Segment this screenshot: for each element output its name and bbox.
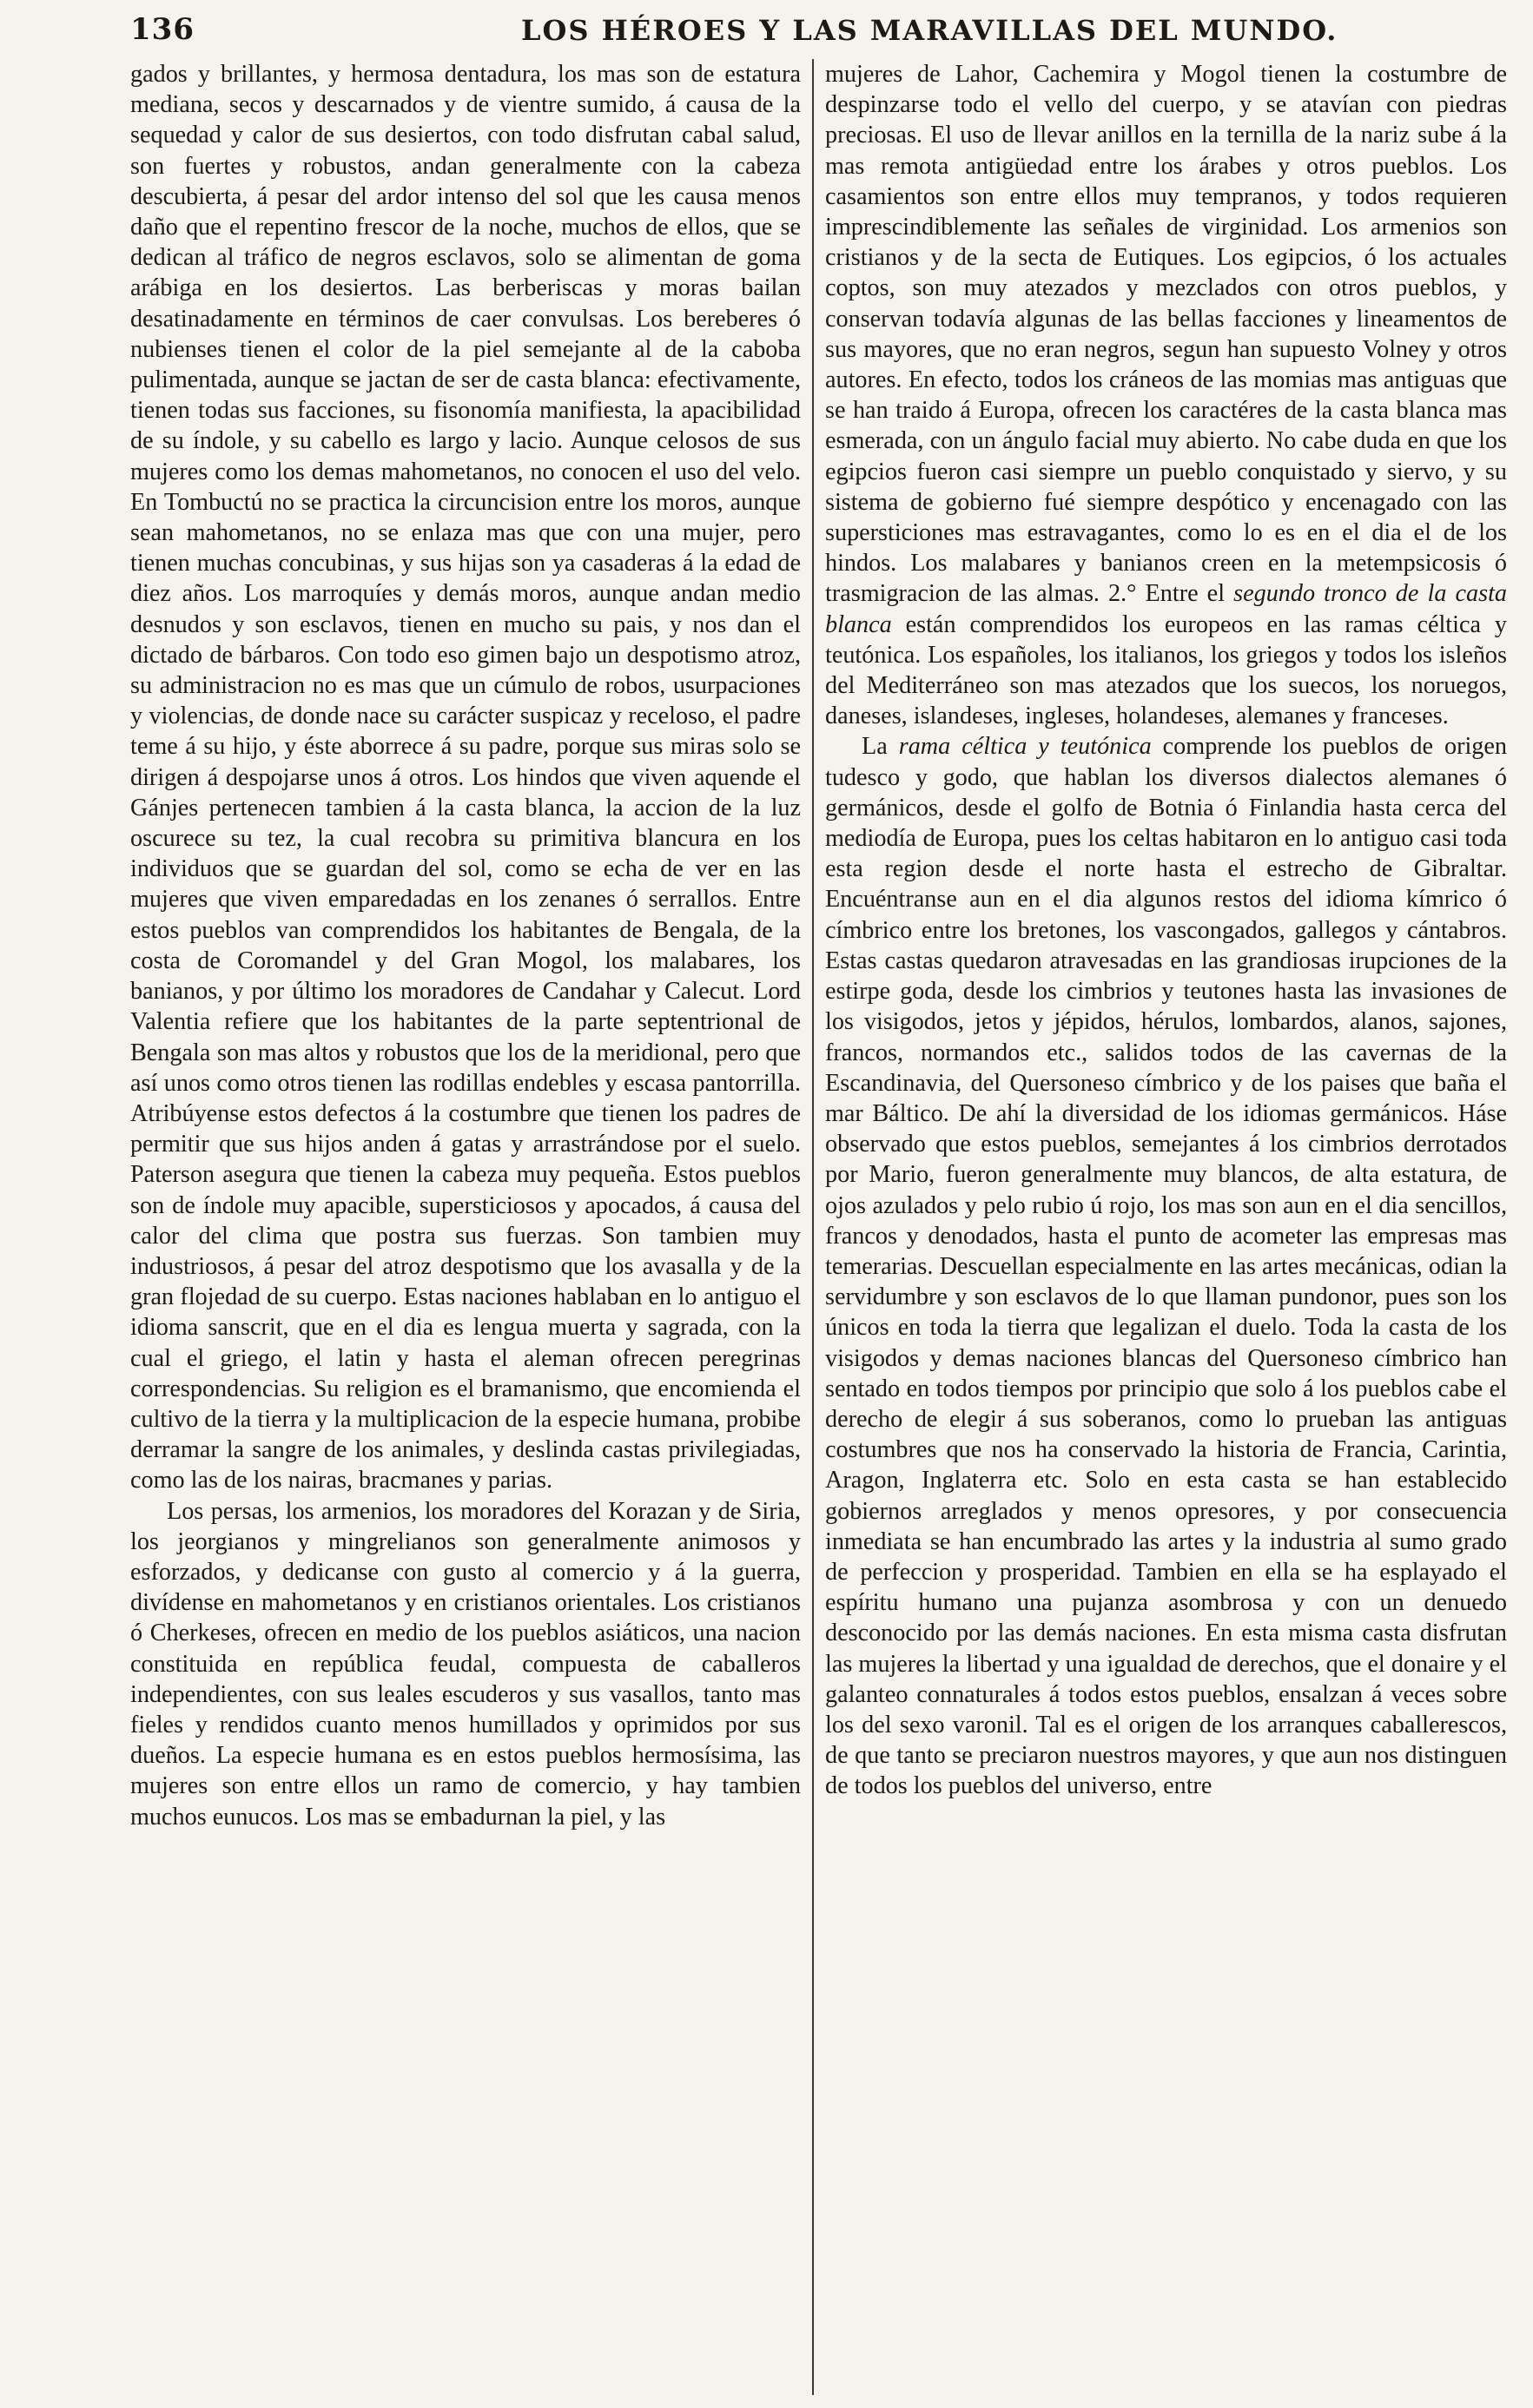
right-paragraph-2-start: La [862,733,888,761]
right-paragraph-2-text: comprende los pueblos de origen tudesco y godo, que hablan los diversos dialectos alemanes ó germánicos, desde el golfo de Botnia ó Finlandia hasta cerca del mediodía de Europa, pues los celtas habitaron en lo antiguo casi toda esta region desde el norte hasta el estrecho de Gibraltar. Encuéntranse aun en el dia algunos restos del idioma kímrico ó címbrico entre los bretones, los vascongados, gallegos y cántabros. Estas castas quedaron atravesadas en las grandiosas irupciones de la estirpe goda, desde los cimbrios y teutones hasta las invasiones de los visigodos, jetos y jépidos, hérulos, lombardos, alanos, sajones, francos, normandos etc., salidos todos de las cavernas de la Escandinavia, del Quersoneso címbrico y de los paises que baña el mar Báltico. De ahí la diversidad de los idiomas germánicos. Háse observado que estos pueblos, semejantes á los cimbrios derrotados por Mario, fueron generalmente muy blancos, de alta estatura, de ojos azulados y pelo rubio ú rojo, los mas son aun en el dia sencillos, francos y denodados, hasta el punto de acometer las empresas mas temerarias. Descuellan especialmente en las artes mecánicas, odian la servidumbre y son esclavos de lo que llaman pundonor, pues son los únicos en toda la tierra que legalizan el duelo. Toda la casta de los visigodos y demas naciones blancas del Quersoneso címbrico han sentado en todos tiempos por principio que solo á los pueblos cabe el derecho de elegir á sus soberanos, como lo prueban las antiguas costumbres que nos ha conservado la historia de Francia, Carintia, Aragon, Inglaterra etc. Solo en esta casta se han establecido gobiernos arreglados y menos opresores, y por consecuencia inmediata se han encumbrado las artes y la industria al sumo grado de perfeccion y prosperidad. Tambien en ella se ha esplayado el espíritu humano una pujanza asombrosa y con un denuedo desconocido por las demás naciones. En esta misma casta disfrutan las mujeres la libertad y una igualdad de derechos, que el donaire y el galanteo connaturales á todos estos pueblos, ensalzan á veces sobre los del sexo varonil. Tal es el origen de los arranques caballerescos, de que tanto se preciaron nuestros mayores, y que aun nos distinguen de todos los pueblos del universo, entre [825,733,1507,1800]
column-divider [812,59,814,2395]
right-column [825,59,1507,2395]
right-paragraph-1-end: están comprendidos los europeos en las ramas céltica y teutónica. Los españoles, los italianos, los griegos y todos los isleños del Mediterráneo son mas atezados que los suecos, los noruegos, daneses, islandeses, ingleses, holandeses, alemanes y franceses. [825,610,1507,730]
left-paragraph-1: gados y brillantes, y hermosa dentadura, los mas son de estatura mediana, secos y descarnados y de vientre sumido, á causa de la sequedad y calor de sus desiertos, con todo disfrutan cabal salud, son fuertes y robustos, andan generalmente con la cabeza descubierta, á pesar del ardor intenso del sol que les causa menos daño que el repentino frescor de la noche, muchos de ellos, que se dedican al tráfico de negros esclavos, solo se alimentan de goma arábiga en los desiertos. Las berberiscas y moras bailan desatinadamente en términos de caer convulsas. Los bereberes ó nubienses tienen el color de la piel semejante al de la caboba pulimentada, aunque se jactan de ser de casta blanca: efectivamente, tienen todas sus facciones, su fisonomía manifiesta, la apacibilidad de su índole, y su cabello es largo y lacio. Aunque celosos de sus mujeres como los demas mahometanos, no conocen el uso del velo. En Tombuctú no se practica la circuncision entre los moros, aunque sean mahometanos, no se enlaza mas que con una mujer, pero tienen muchas concubinas, y sus hijas son ya casaderas á la edad de diez años. Los marroquíes y demás moros, aunque andan medio desnudos y son esclavos, tienen en mucho su pais, y nos dan el dictado de bárbaros. Con todo eso gimen bajo un despotismo atroz, su administracion no es mas que un cúmulo de robos, usurpaciones y violencias, de donde nace su carácter suspicaz y receloso, el padre teme á su hijo, y éste aborrece á su padre, porque sus miras solo se dirigen á despojarse unos á otros. Los hindos que viven aquende el Gánjes pertenecen tambien á la casta blanca, la accion de la luz oscurece su tez, la cual recobra su primitiva blancura en los individuos que se guardan del sol, como se echa de ver en las mujeres que viven emparedadas en los zenanes ó serrallos. Entre estos pueblos van comprendidos los habitantes de Bengala, de la costa de Coromandel y del Gran Mogol, los malabares, los banianos, y por último los moradores de Candahar y Calecut. Lord Valentia refiere que los habitantes de la parte septentrional de Bengala son mas altos y robustos que los de la meridional, pero que así unos como otros tienen las rodillas endebles y escasa pantorrilla. Atribúyense estos defectos á la costumbre que tienen los padres de permitir que sus hijos anden á gatas y arrastrándose por el suelo. Paterson asegura que tienen la cabeza muy pequeña. Estos pueblos son de índole muy apacible, supersticiosos y apocados, á causa del calor del clima que postra sus fuerzas. Son tambien muy industriosos, á pesar del atroz despotismo que los avasalla y de la gran flojedad de su cuerpo. Estas naciones hablaban en lo antiguo el idioma sanscrit, que en el dia es lengua muerta y sagrada, con la cual el griego, el latin y hasta el aleman ofrecen peregrinas correspondencias. Su religion es el bramanismo, que encomienda el cultivo de la tierra y la multiplicacion de la especie humana, probibe derramar la sangre de los animales, y deslinda castas privilegiadas, como las de los nairas, bracmanes y parias. [130,61,801,1494]
page-number: 136 [130,12,195,47]
running-title: LOS HÉROES Y LAS MARAVILLAS DEL MUNDO. [521,14,1338,47]
left-paragraph-2: Los persas, los armenios, los moradores del Korazan y de Siria, los jeorgianos y mingrelianos son generalmente animosos y esforzados, y dedicanse con gusto al comercio y á la guerra, divídense en mahometanos y en cristianos orientales. Los cristianos ó Cherkeses, ofrecen en medio de los pueblos asiáticos, una nacion constituida en república feudal, compuesta de caballeros independientes, con sus leales escuderos y sus vasallos, tanto mas fieles y rendidos cuanto menos humillados y oprimidos por sus dueños. La especie humana es en estos pueblos hermosísima, las mujeres son entre ellos un ramo de comercio, y hay tambien muchos eunucos. Los mas se embadurnan la piel, y las [130,1497,801,1831]
left-column [130,59,801,2395]
italic-segundo-tronco: segundo tronco de la casta blanca [825,580,1507,638]
right-paragraph-1 [825,59,1507,731]
right-paragraph-1-text: mujeres de Lahor, Cachemira y Mogol tienen la costumbre de despinzarse todo el vello del cuerpo, y se atavían con piedras preciosas. El uso de llevar anillos en la ternilla de la nariz sube á la mas remota antigüedad entre los árabes y otros pueblos. Los casamientos son entre ellos muy tempranos, y todos requieren imprescindiblemente las señales de virginidad. Los armenios son cristianos y de la secta de Eutiques. Los egipcios, ó los actuales coptos, son muy atezados y mezclados con otros pueblos, y conservan todavía algunas de las bellas facciones y lineamentos de sus mayores, que no eran negros, segun han supuesto Volney y otros autores. En efecto, todos los cráneos de las momias mas antiguas que se han traido á Europa, ofrecen los caractéres de la casta blanca mas esmerada, con un ángulo facial muy abierto. No cabe duda en que los egipcios fueron casi siempre un pueblo conquistado y siervo, y su sistema de gobierno fué siempre despótico y encenagado con las supersticiones mas estravagantes, como lo es en el dia el de los hindos. Los malabares y banianos creen en la metempsicosis ó trasmigracion de las almas. 2.° Entre el [825,61,1507,608]
right-paragraph-2 [825,731,1507,1801]
italic-rama-celtica: rama céltica y teutónica [898,733,1152,761]
page-header [130,12,1520,56]
